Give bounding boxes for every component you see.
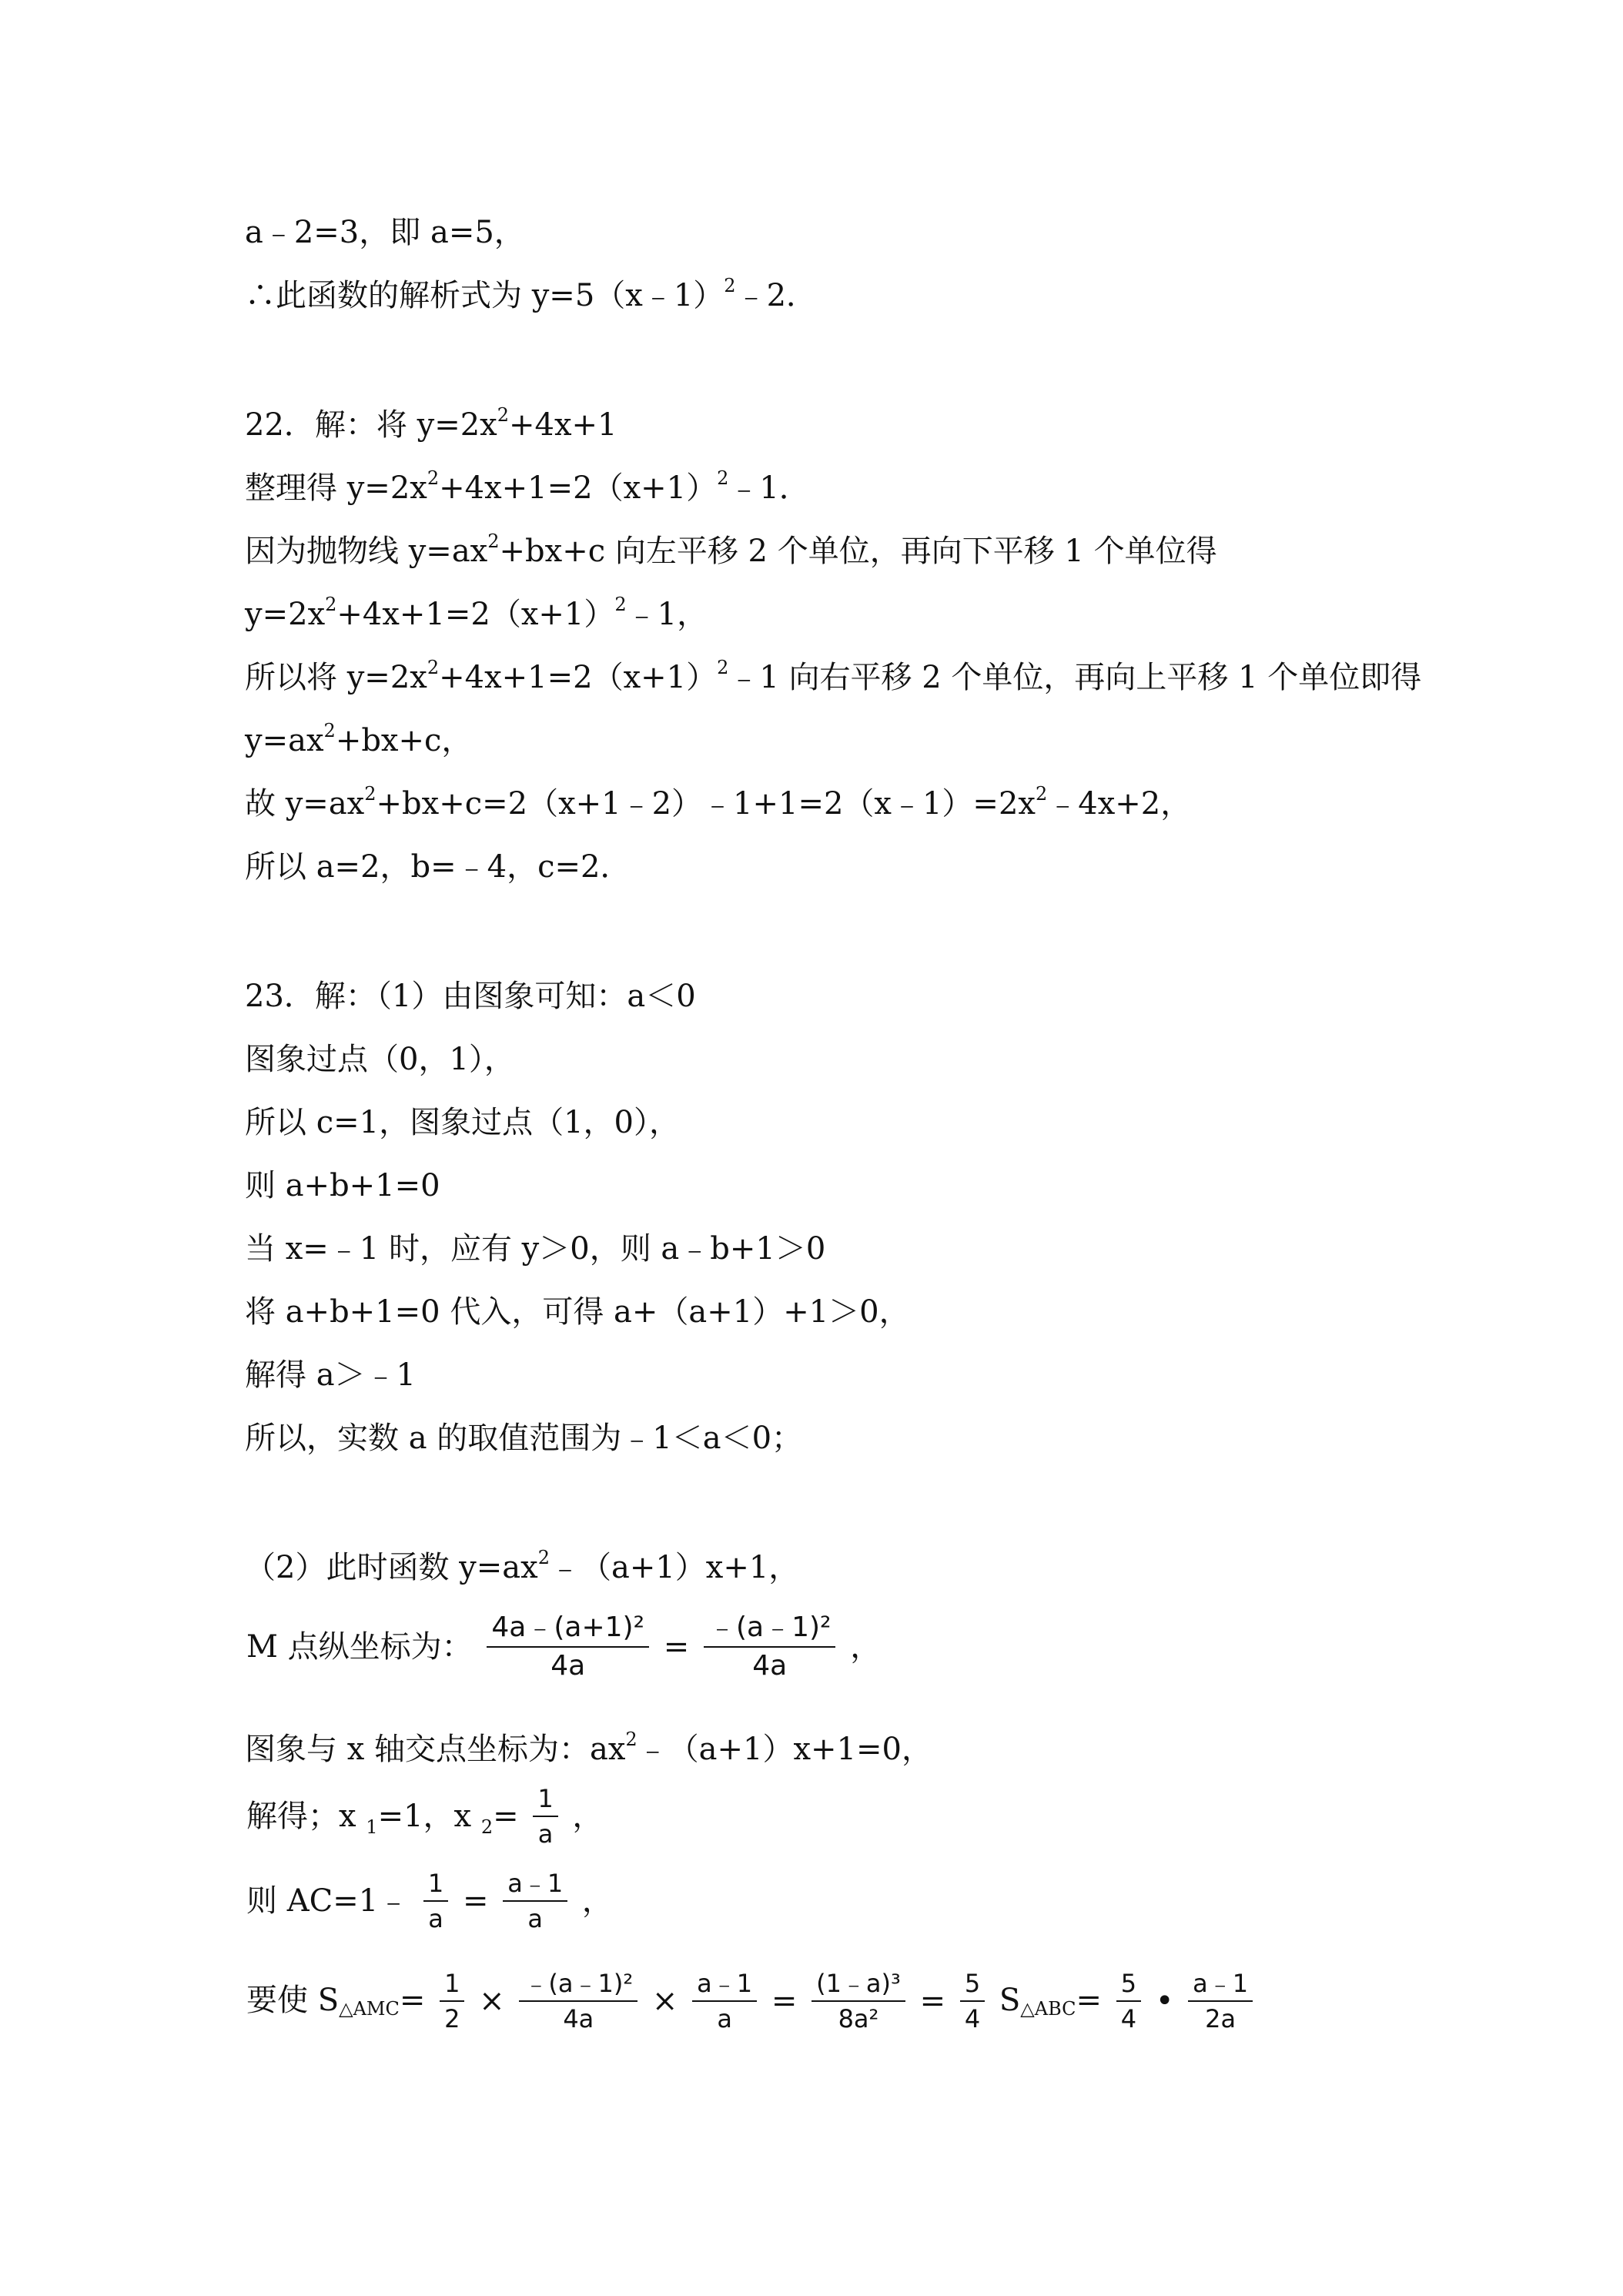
superscript: 2 (323, 720, 336, 742)
text-line (245, 594, 708, 632)
text: ﹣1， (626, 597, 708, 632)
fraction-denominator: 8a² (838, 2004, 879, 2033)
text: 所以将 y=2x (245, 660, 427, 695)
subscript: △AMC (339, 1997, 400, 2020)
text: 将 a+b+1=0 代入，可得 a+（a+1）+1＞0， (245, 1294, 910, 1330)
text: 22．解：将 y=2x (245, 407, 497, 443)
subscript: △ABC (1020, 1997, 1076, 2020)
text: 23．解：（1）由图象可知：a＜0 (245, 979, 696, 1014)
text-group (999, 1982, 1103, 2020)
text-line (245, 657, 1422, 695)
text: +bx+c 向左平移 2 个单位，再向下平移 1 个单位得 (499, 534, 1217, 569)
superscript: 2 (487, 530, 500, 553)
fraction (487, 1614, 649, 1680)
fraction-numerator: ﹣(a﹣1)² (519, 1971, 637, 2002)
text: 图象与 x 轴交点坐标为：ax (245, 1732, 626, 1767)
text: （2）此时函数 y=ax (245, 1550, 538, 1585)
text-line (245, 217, 525, 248)
fraction-numerator: 1 (440, 1971, 464, 2002)
equals-sign: = (663, 1629, 690, 1665)
fraction-denominator: 2 (444, 2004, 460, 2033)
text: ﹣（a+1）x+1=0， (637, 1732, 932, 1767)
fraction-numerator: (1﹣a)³ (812, 1971, 905, 2002)
fraction-denominator: 4 (1120, 2004, 1137, 2033)
text: ， (581, 1883, 613, 1919)
text: 所以，实数 a 的取值范围为﹣1＜a＜0； (245, 1421, 803, 1456)
text: ∴此函数的解析式为 y=5（x﹣1） (245, 278, 724, 313)
fraction (704, 1614, 836, 1680)
text-line (245, 275, 818, 313)
equals-sign: = (1076, 1982, 1103, 2018)
text: S (999, 1982, 1021, 2018)
text: y=ax (245, 723, 324, 758)
text: 则 AC=1﹣ (246, 1883, 410, 1919)
text: 要使 S (246, 1982, 340, 2018)
times-sign: × (651, 1983, 678, 2019)
text: 整理得 y=2x (245, 470, 427, 506)
text: +bx+c， (335, 723, 473, 758)
text: ， (572, 1799, 604, 1834)
text-line (245, 1170, 440, 1201)
fraction (960, 1971, 985, 2031)
fraction (440, 1971, 464, 2031)
fraction-numerator: ﹣(a﹣1)² (704, 1614, 836, 1648)
text: ， (850, 1629, 882, 1665)
superscript: 2 (625, 1729, 637, 1751)
fraction-denominator: 4a (563, 2004, 594, 2033)
text-line (245, 1729, 932, 1767)
superscript: 2 (427, 657, 440, 679)
text: =1，x (377, 1799, 481, 1834)
text: ﹣1． (728, 470, 810, 506)
text: ﹣（a+1）x+1， (549, 1550, 800, 1585)
text-line (245, 1357, 417, 1393)
subscript: 2 (480, 1816, 494, 1838)
superscript: 2 (724, 275, 736, 297)
equals-sign: = (493, 1799, 519, 1834)
fraction (519, 1971, 637, 2031)
fraction-numerator: 1 (533, 1786, 557, 1817)
dot-operator: • (1155, 1983, 1174, 2019)
superscript: 2 (497, 404, 510, 427)
text-line (245, 1044, 515, 1075)
fraction-denominator: a (527, 1904, 543, 1933)
fraction-denominator: a (428, 1904, 443, 1933)
fraction-denominator: 4a (752, 1650, 788, 1682)
equals-sign: = (462, 1883, 489, 1919)
text-line (245, 720, 473, 758)
times-sign: × (479, 1983, 505, 2019)
text: +4x+1=2（x+1） (336, 597, 615, 632)
text-line (245, 783, 1192, 822)
superscript: 2 (537, 1547, 550, 1569)
text-line (245, 1231, 826, 1267)
text: +4x+1 (509, 407, 617, 443)
superscript: 2 (325, 594, 337, 616)
text: +4x+1=2（x+1） (439, 660, 718, 695)
fraction-numerator: 1 (423, 1871, 448, 1902)
fraction-denominator: 2a (1205, 2004, 1236, 2033)
text-group (246, 1982, 426, 2020)
text: ﹣4x+2， (1047, 786, 1192, 822)
text-line (245, 1547, 800, 1585)
fraction-numerator: 4a﹣(a+1)² (487, 1614, 649, 1648)
text: y=2x (245, 597, 326, 632)
superscript: 2 (364, 783, 376, 805)
text: 所以 a=2，b=﹣4，c=2． (245, 849, 631, 885)
superscript: 2 (427, 467, 440, 490)
text: a﹣2=3，即 a=5， (245, 215, 525, 250)
fraction-denominator: 4 (964, 2004, 981, 2033)
fraction (1116, 1971, 1141, 2031)
text: 故 y=ax (245, 786, 365, 822)
equals-sign: = (919, 1983, 946, 2019)
fraction-denominator: 4a (550, 1650, 586, 1682)
fraction (692, 1971, 757, 2031)
text-line (245, 530, 1217, 569)
text: 图象过点（0，1）， (245, 1042, 515, 1077)
superscript: 2 (717, 467, 729, 490)
subscript: 1 (366, 1816, 378, 1838)
text-line (245, 1784, 604, 1849)
fraction-denominator: a (717, 2004, 732, 2033)
fraction-numerator: 5 (1116, 1971, 1141, 2002)
text-line (245, 1423, 802, 1454)
superscript: 2 (1035, 783, 1048, 805)
fraction (1188, 1971, 1253, 2031)
text-line (245, 404, 617, 443)
equals-sign: = (399, 1982, 426, 2018)
text: ﹣2． (735, 278, 818, 313)
text-line (245, 849, 631, 885)
text: 因为抛物线 y=ax (245, 534, 488, 569)
text: M 点纵坐标为： (246, 1629, 473, 1665)
text-line (245, 1871, 614, 1931)
text-line (245, 467, 810, 506)
fraction (423, 1871, 448, 1931)
text-line (245, 1107, 680, 1138)
text-line (245, 1614, 882, 1680)
text-line (245, 981, 696, 1012)
text: +bx+c=2（x+1﹣2）﹣1+1=2（x﹣1）=2x (376, 786, 1036, 822)
superscript: 2 (614, 594, 627, 616)
text: 则 a+b+1=0 (245, 1168, 440, 1203)
fraction-numerator: a﹣1 (503, 1871, 567, 1902)
text-group (246, 1799, 519, 1838)
text: 解得；x (246, 1799, 366, 1834)
text: 解得 a＞﹣1 (245, 1357, 417, 1393)
fraction-denominator: a (537, 1819, 554, 1849)
fraction (503, 1871, 567, 1931)
text-line (245, 1294, 910, 1330)
text: +4x+1=2（x+1） (439, 470, 718, 506)
fraction-numerator: 5 (960, 1971, 985, 2002)
text-line (245, 1971, 1256, 2031)
text: 当 x=﹣1 时，应有 y＞0，则 a﹣b+1＞0 (245, 1231, 826, 1267)
equals-sign: = (771, 1983, 798, 2019)
fraction-numerator: a﹣1 (1188, 1971, 1253, 2002)
text: 所以 c=1，图象过点（1，0）， (245, 1105, 680, 1140)
fraction (533, 1784, 557, 1849)
fraction-numerator: a﹣1 (692, 1971, 757, 2002)
superscript: 2 (717, 657, 729, 679)
fraction (812, 1971, 905, 2031)
text: ﹣1 向右平移 2 个单位，再向上平移 1 个单位即得 (728, 660, 1422, 695)
